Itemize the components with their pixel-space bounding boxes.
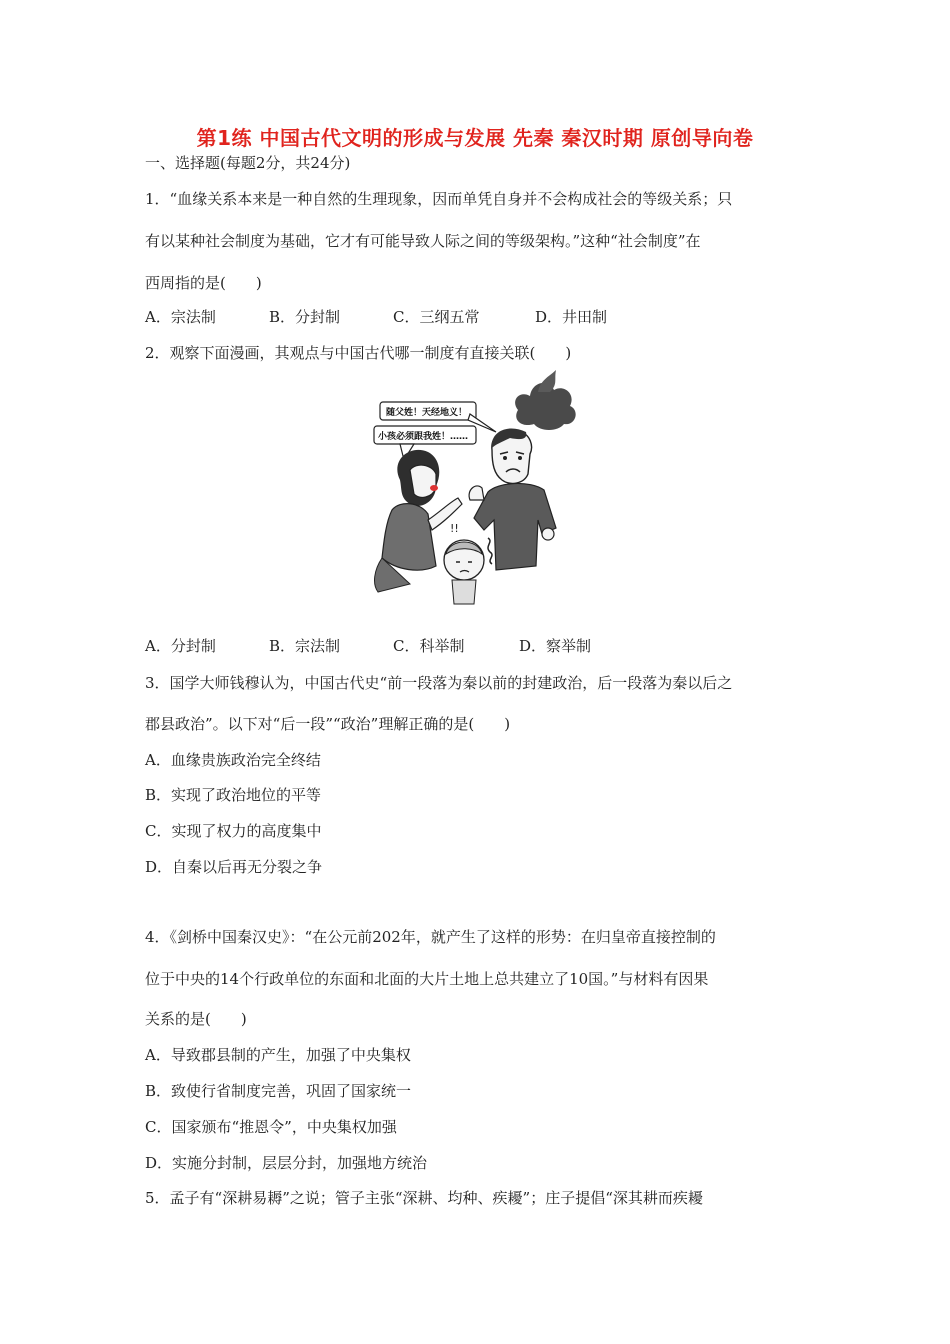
q1-stem-line1: 1．“血缘关系本来是一种自然的生理现象，因而单凭自身并不会构成社会的等级关系；只 <box>145 190 733 208</box>
q2-option-a[interactable]: A．分封制 <box>145 637 216 655</box>
anger-cloud-icon <box>515 370 576 430</box>
q2-option-c[interactable]: C．科举制 <box>393 637 465 655</box>
q5-stem-line1: 5．孟子有“深耕易耨”之说；管子主张“深耕、均种、疾耰”；庄子提倡“深其耕而疾耰 <box>145 1189 703 1207</box>
q3-option-d[interactable]: D．自秦以后再无分裂之争 <box>145 858 323 876</box>
q4-stem-line2: 位于中央的14个行政单位的东面和北面的大片土地上总共建立了10国。”与材料有因果 <box>145 970 709 988</box>
q4-stem-line3: 关系的是( ) <box>145 1010 247 1028</box>
q4-stem-line1: 4．《剑桥中国秦汉史》：“在公元前202年，就产生了这样的形势：在归皇帝直接控制的 <box>145 928 716 946</box>
q4-option-d[interactable]: D．实施分封制，层层分封，加强地方统治 <box>145 1154 428 1172</box>
family-surname-cartoon <box>370 370 585 610</box>
q2-options <box>145 635 591 656</box>
q3-option-c[interactable]: C．实现了权力的高度集中 <box>145 822 322 840</box>
q3-stem-line2: 郡县政治”。以下对“后一段”“政治”理解正确的是( ) <box>145 715 511 733</box>
q1-stem-line3: 西周指的是( ) <box>145 274 262 292</box>
bubble1-text: 随父姓！天经地义！ <box>386 408 468 418</box>
q1-options <box>145 306 607 327</box>
q3-option-b[interactable]: B．实现了政治地位的平等 <box>145 786 322 804</box>
q3-option-a[interactable]: A．血缘贵族政治完全终结 <box>145 751 321 769</box>
q4-option-a[interactable]: A．导致郡县制的产生，加强了中央集权 <box>145 1046 411 1064</box>
q4-option-b[interactable]: B．致使行省制度完善，巩固了国家统一 <box>145 1082 412 1100</box>
q1-stem-line2: 有以某种社会制度为基础，它才有可能导致人际之间的等级架构。”这种“社会制度”在 <box>145 232 701 250</box>
q1-option-a[interactable]: A．宗法制 <box>145 308 216 326</box>
bubble2-text: 小孩必须跟我姓！…… <box>378 432 469 442</box>
q3-stem-line1: 3．国学大师钱穆认为，中国古代史“前一段落为秦以前的封建政治，后一段落为秦以后之 <box>145 674 733 692</box>
child-exclaim-mark: !! <box>450 522 459 535</box>
page-title: 第1练 中国古代文明的形成与发展 先秦 秦汉时期 原创导向卷 <box>196 126 754 150</box>
child-figure <box>444 522 492 604</box>
man-figure <box>469 429 556 570</box>
q1-option-b[interactable]: B．分封制 <box>269 308 341 326</box>
q2-option-d[interactable]: D．察举制 <box>519 637 592 655</box>
q2-stem-line1: 2．观察下面漫画，其观点与中国古代哪一制度有直接关联( ) <box>145 344 572 362</box>
q2-option-b[interactable]: B．宗法制 <box>269 637 341 655</box>
q1-option-c[interactable]: C．三纲五常 <box>393 308 480 326</box>
q1-option-d[interactable]: D．井田制 <box>535 308 608 326</box>
section-heading: 一、选择题(每题2分，共24分) <box>145 154 351 172</box>
q4-option-c[interactable]: C．国家颁布“推恩令”，中央集权加强 <box>145 1118 397 1136</box>
